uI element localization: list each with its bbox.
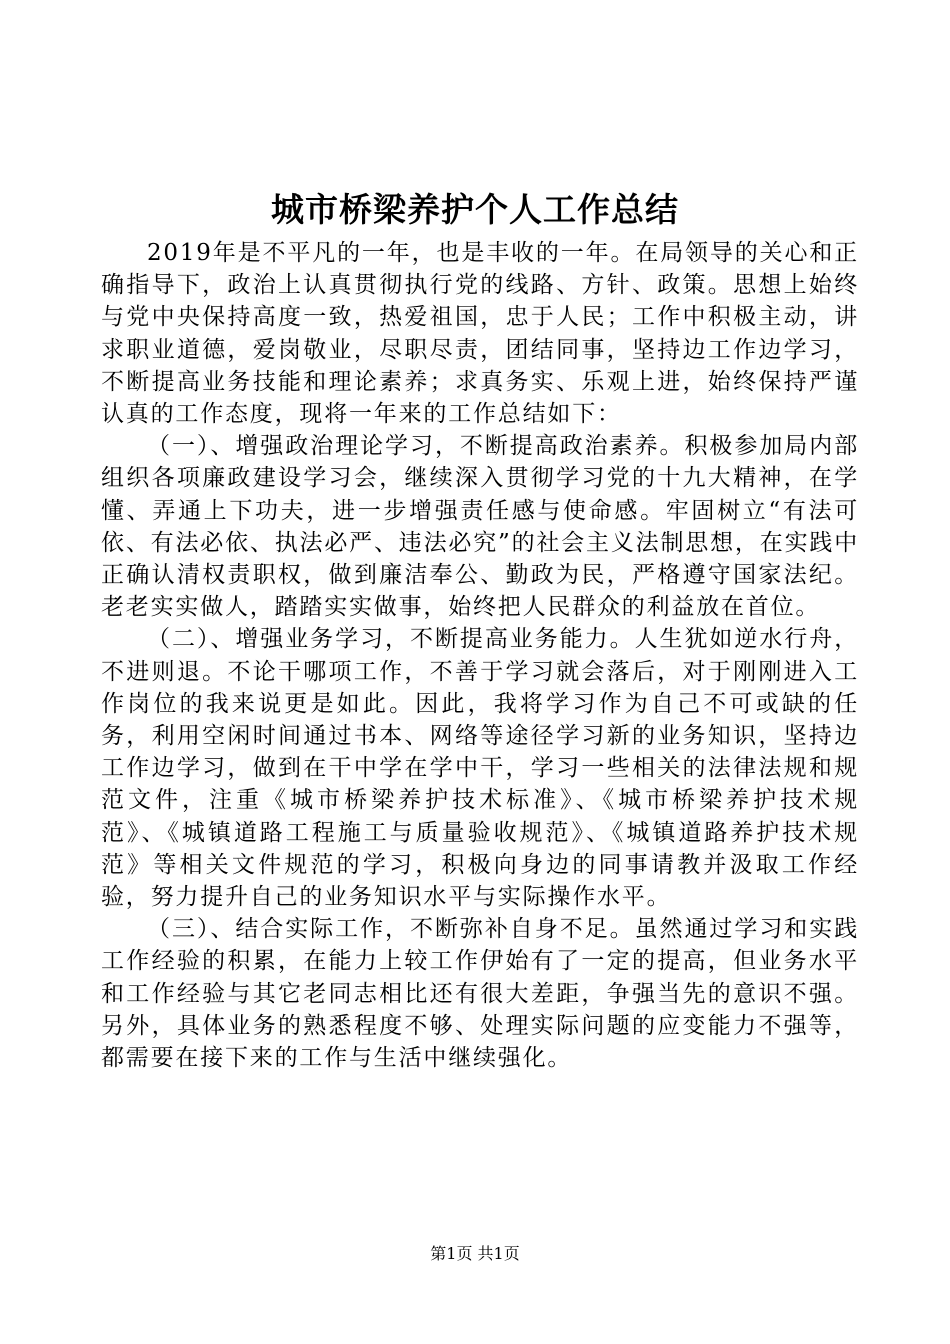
- paragraph-intro: 2019年是不平凡的一年，也是丰收的一年。在局领导的关心和正确指导下，政治上认真贯彻执行党的线路、方针、政策。思想上始终与党中央保持高度一致，热爱祖国，忠于人民；工作中积极主动，讲求职业道德，爱岗敬业，尽职尽责，团结同事，坚持边工作边学习，不断提高业务技能和理论素养；求真务实、乐观上进，始终保持严谨认真的工作态度，现将一年来的工作总结如下：: [101, 240, 859, 428]
- document-title: 城市桥梁养护个人工作总结: [271, 190, 679, 229]
- page-footer: 第1页 共1页: [430, 1244, 520, 1263]
- document-body: [101, 237, 859, 1074]
- paragraph-section-3: （三）、结合实际工作，不断弥补自身不足。虽然通过学习和实践工作经验的积累，在能力上较工作伊始有了一定的提高，但业务水平和工作经验与其它老同志相比还有很大差距，争强当先的意识不强。另外，具体业务的熟悉程度不够、处理实际问题的应变能力不强等，都需要在接下来的工作与生活中继续强化。: [101, 916, 859, 1072]
- paragraph-section-1: （一）、增强政治理论学习，不断提高政治素养。积极参加局内部组织各项廉政建设学习会，继续深入贯彻学习党的十九大精神，在学懂、弄通上下功夫，进一步增强责任感与使命感。牢固树立“有法可依、有法必依、执法必严、违法必究”的社会主义法制思想，在实践中正确认清权责职权，做到廉洁奉公、勤政为民，严格遵守国家法纪。老老实实做人，踏踏实实做事，始终把人民群众的利益放在首位。: [101, 433, 859, 621]
- paragraph-section-2: （二）、增强业务学习，不断提高业务能力。人生犹如逆水行舟，不进则退。不论干哪项工作，不善于学习就会落后，对于刚刚进入工作岗位的我来说更是如此。因此，我将学习作为自己不可或缺的任务，利用空闲时间通过书本、网络等途径学习新的业务知识，坚持边工作边学习，做到在干中学在学中干，学习一些相关的法律法规和规范文件，注重《城市桥梁养护技术标准》、《城市桥梁养护技术规范》、《城镇道路工程施工与质量验收规范》、《城镇道路养护技术规范》等相关文件规范的学习，积极向身边的同事请教并汲取工作经验，努力提升自己的业务知识水平与实际操作水平。: [101, 626, 859, 911]
